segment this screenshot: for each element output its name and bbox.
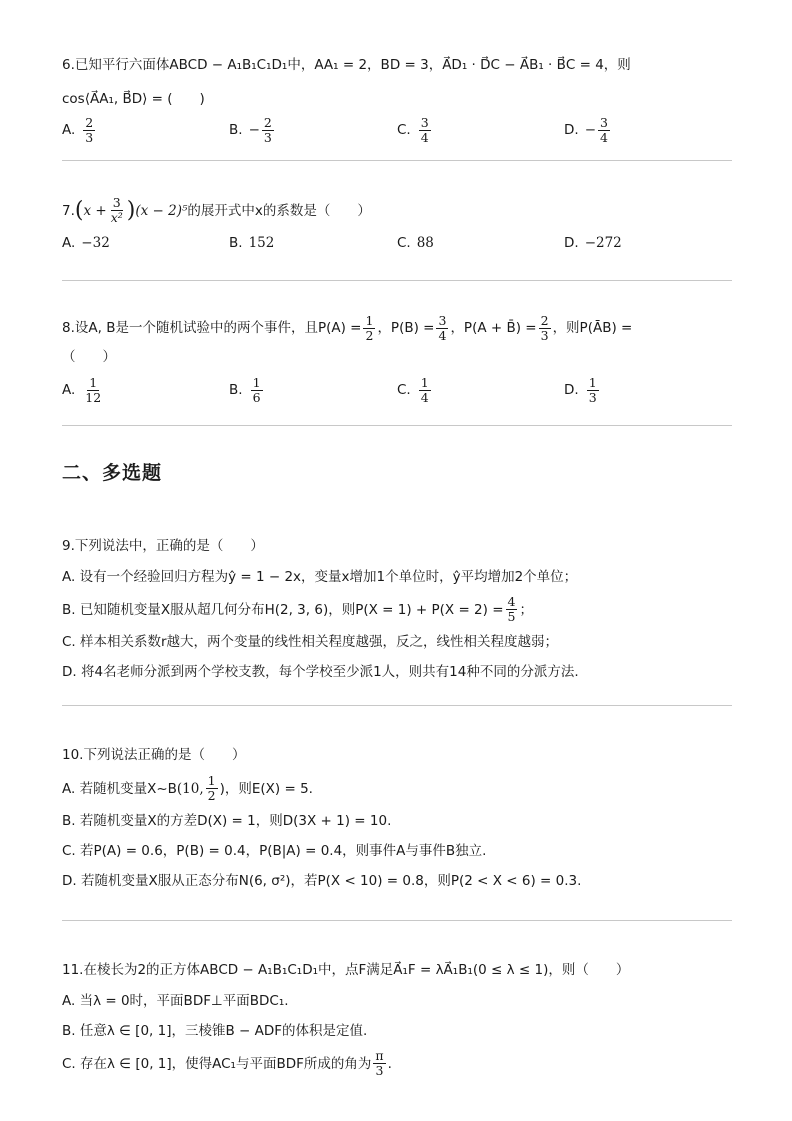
q8-stem-line2: （ ） bbox=[62, 349, 116, 365]
q7-option-c[interactable]: C. 88 bbox=[397, 235, 434, 251]
q8-stem-line1: 8.设A, B是一个随机试验中的两个事件，且P(A) = $\frac{1}{2}$ ，P(B) = $\frac{3}{4}$ ，P(A + B̄) = $\frac{2}{3}$ ，则P(ĀB) = bbox=[62, 312, 633, 343]
q9-option-d[interactable]: D. 将4名老师分派到两个学校支教，每个学校至少派1人，则共有14种不同的分派方法. bbox=[62, 664, 579, 680]
q6-option-b[interactable]: B. − $\frac{2}{3}$ bbox=[229, 114, 272, 145]
q9-option-b[interactable]: B. 已知随机变量X服从超几何分布H(2, 3, 6)，则P(X = 1) + P(X = 2) = $\frac{4}{5}$ ； bbox=[62, 594, 533, 624]
q10-stem: 10.下列说法正确的是（ ） bbox=[62, 747, 246, 763]
q6-option-b-fraction: $\frac{2}{3}$ bbox=[263, 114, 272, 145]
q6-options bbox=[62, 114, 732, 146]
q7-option-a[interactable]: A. −32 bbox=[62, 235, 110, 251]
q10-option-c[interactable]: C. 若P(A) = 0.6，P(B) = 0.4，P(B|A) = 0.4，则事件A与事件B独立. bbox=[62, 843, 487, 859]
q8-option-d[interactable]: D. $\frac{1}{3}$ bbox=[564, 374, 597, 405]
q11-option-c[interactable]: C. 存在λ ∈ [0, 1]，使得AC₁与平面BDF所成的角为 $\frac{\pi}{3}$ . bbox=[62, 1048, 392, 1078]
q6-option-d[interactable]: D. − $\frac{3}{4}$ bbox=[564, 114, 608, 145]
q9-option-c[interactable]: C. 样本相关系数r越大，两个变量的线性相关程度越强，反之，线性相关程度越弱； bbox=[62, 634, 559, 650]
q8-pb-fraction: $\frac{3}{4}$ bbox=[438, 312, 447, 343]
question-11 bbox=[62, 957, 732, 1078]
question-8 bbox=[62, 312, 732, 406]
q8-option-d-fraction: $\frac{1}{3}$ bbox=[588, 374, 597, 405]
q11-option-c-fraction: $\frac{\pi}{3}$ bbox=[375, 1048, 384, 1078]
q10-option-a-fraction: $\frac{1}{2}$ bbox=[207, 773, 216, 803]
q6-stem-line1: 6.已知平行六面体ABCD − A₁B₁C₁D₁中，AA₁ = 2，BD = 3，A⃗D₁ · D⃗C − A⃗B₁ · B⃗C = 4，则 bbox=[62, 57, 631, 73]
q8-option-c-fraction: $\frac{1}{4}$ bbox=[420, 374, 429, 405]
q11-stem: 11.在棱长为2的正方体ABCD − A₁B₁C₁D₁中，点F满足A⃗₁F = λA⃗₁B₁(0 ≤ λ ≤ 1)，则（ ） bbox=[62, 962, 630, 978]
question-9 bbox=[62, 533, 732, 684]
q8-options bbox=[62, 374, 732, 406]
q11-option-b[interactable]: B. 任意λ ∈ [0, 1]，三棱锥B − ADF的体积是定值. bbox=[62, 1023, 368, 1039]
section-title: 二、多选题 bbox=[62, 462, 163, 484]
q7-options bbox=[62, 227, 732, 259]
q7-fraction: $\frac{3}{\text{x²}}$ bbox=[110, 195, 123, 225]
q7-option-b[interactable]: B. 152 bbox=[229, 235, 275, 251]
q8-option-c[interactable]: C. $\frac{1}{4}$ bbox=[397, 374, 429, 405]
divider bbox=[62, 920, 732, 921]
divider bbox=[62, 280, 732, 281]
q6-option-d-fraction: $\frac{3}{4}$ bbox=[600, 114, 608, 145]
q10-option-d[interactable]: D. 若随机变量X服从正态分布N(6, σ²)，若P(X < 10) = 0.8，则P(2 < X < 6) = 0.3. bbox=[62, 873, 582, 889]
divider bbox=[62, 705, 732, 706]
q7-option-d[interactable]: D. −272 bbox=[564, 235, 622, 251]
q8-option-b[interactable]: B. $\frac{1}{6}$ bbox=[229, 374, 261, 405]
q11-option-a[interactable]: A. 当λ = 0时，平面BDF⊥平面BDC₁. bbox=[62, 993, 289, 1009]
divider bbox=[62, 160, 732, 161]
q6-option-c[interactable]: C. $\frac{3}{4}$ bbox=[397, 114, 429, 145]
q9-option-b-fraction: $\frac{4}{5}$ bbox=[507, 594, 516, 624]
q8-pa-fraction: $\frac{1}{2}$ bbox=[365, 312, 374, 343]
q8-pc-fraction: $\frac{2}{3}$ bbox=[540, 312, 549, 343]
question-10 bbox=[62, 742, 732, 893]
q7-stem: 7. ( x + $\frac{3}{\text{x²}}$ ) (x − 2)⁵ 的展开式中x的系数是（ ） bbox=[62, 195, 371, 225]
q9-stem: 9.下列说法中，正确的是（ ） bbox=[62, 538, 264, 554]
divider bbox=[62, 425, 732, 426]
q6-option-c-fraction: $\frac{3}{4}$ bbox=[420, 114, 429, 145]
q10-option-b[interactable]: B. 若随机变量X的方差D(X) = 1，则D(3X + 1) = 10. bbox=[62, 813, 392, 829]
q9-option-a[interactable]: A. 设有一个经验回归方程为ŷ = 1 − 2x，变量x增加1个单位时，ŷ平均增加2个单位； bbox=[62, 569, 578, 585]
question-7 bbox=[62, 196, 732, 259]
question-6 bbox=[62, 52, 732, 146]
q8-option-b-fraction: $\frac{1}{6}$ bbox=[252, 374, 261, 405]
q6-stem-line2: cos⟨A⃗A₁, B⃗D⟩ = ( ) bbox=[62, 91, 205, 107]
q10-option-a[interactable]: A. 若随机变量X~B (10, $\frac{1}{2}$ )，则E(X) = 5. bbox=[62, 773, 313, 803]
q6-option-a-fraction: $\frac{2}{3}$ bbox=[85, 114, 94, 145]
q8-option-a[interactable]: A. $\frac{1}{12}$ bbox=[62, 374, 102, 405]
q8-option-a-fraction: $\frac{1}{12}$ bbox=[85, 374, 102, 405]
q6-option-a[interactable]: A. $\frac{2}{3}$ bbox=[62, 114, 94, 145]
